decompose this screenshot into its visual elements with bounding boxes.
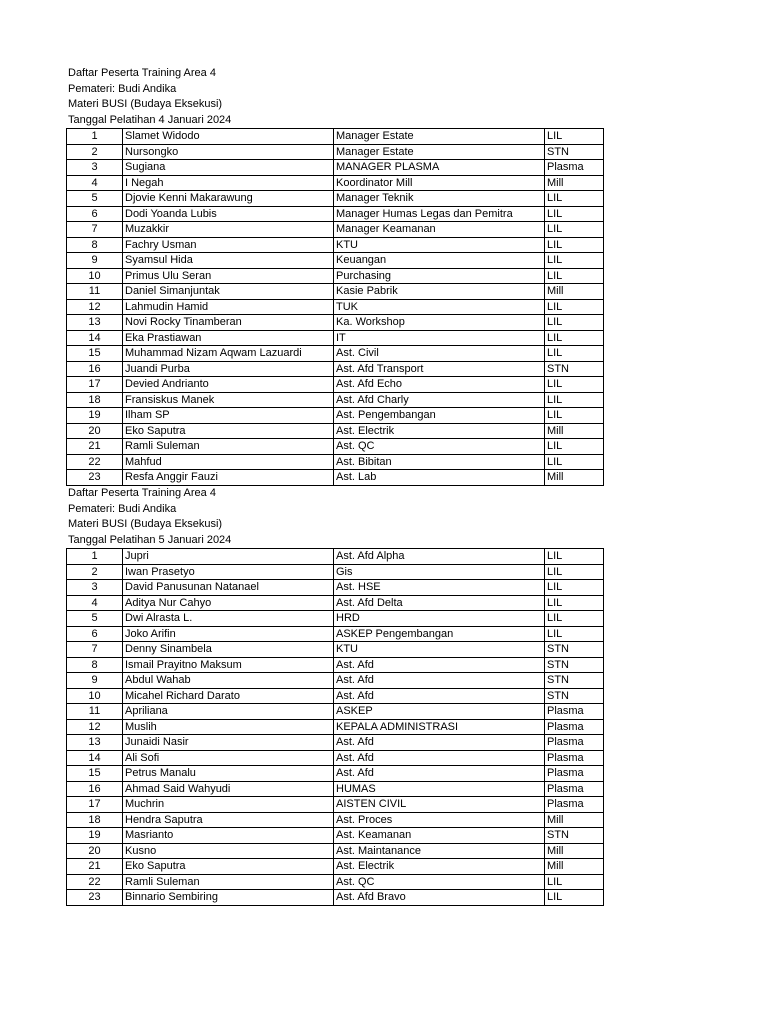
table-row bbox=[67, 315, 604, 331]
table-row bbox=[67, 595, 604, 611]
participant-name: Aditya Nur Cahyo bbox=[123, 595, 334, 611]
participant-unit: Plasma bbox=[545, 781, 604, 797]
table-row bbox=[67, 222, 604, 238]
row-number: 17 bbox=[67, 377, 123, 393]
table-row bbox=[67, 580, 604, 596]
participant-position: Ast. QC bbox=[334, 439, 545, 455]
row-number: 6 bbox=[67, 206, 123, 222]
table-row bbox=[67, 688, 604, 704]
participant-name: Joko Arifin bbox=[123, 626, 334, 642]
list-title: Daftar Peserta Training Area 4 bbox=[68, 67, 216, 79]
row-number: 4 bbox=[67, 595, 123, 611]
table-row bbox=[67, 781, 604, 797]
material-line: Materi BUSI (Budaya Eksekusi) bbox=[68, 98, 223, 110]
participant-name: Denny Sinambela bbox=[123, 642, 334, 658]
table-row bbox=[67, 191, 604, 207]
participant-name: Muslih bbox=[123, 719, 334, 735]
participant-position: Ast. Afd bbox=[334, 735, 545, 751]
row-number: 4 bbox=[67, 175, 123, 191]
participant-name: Eko Saputra bbox=[123, 859, 334, 875]
row-number: 7 bbox=[67, 222, 123, 238]
row-number: 17 bbox=[67, 797, 123, 813]
participant-name: Juandi Purba bbox=[123, 361, 334, 377]
row-number: 3 bbox=[67, 160, 123, 176]
table-row bbox=[67, 206, 604, 222]
table-row bbox=[67, 766, 604, 782]
table-row bbox=[67, 284, 604, 300]
participant-unit: LIL bbox=[545, 611, 604, 627]
row-number: 1 bbox=[67, 129, 123, 145]
table-row bbox=[67, 642, 604, 658]
participant-unit: Plasma bbox=[545, 766, 604, 782]
participant-name: Abdul Wahab bbox=[123, 673, 334, 689]
row-number: 8 bbox=[67, 237, 123, 253]
participant-name: Lahmudin Hamid bbox=[123, 299, 334, 315]
participant-name: Petrus Manalu bbox=[123, 766, 334, 782]
row-number: 12 bbox=[67, 719, 123, 735]
participant-name: Ali Sofi bbox=[123, 750, 334, 766]
participant-table bbox=[66, 128, 604, 486]
participant-table bbox=[66, 548, 604, 906]
table-row bbox=[67, 828, 604, 844]
participant-position: ASKEP Pengembangan bbox=[334, 626, 545, 642]
participant-unit: STN bbox=[545, 657, 604, 673]
table-row bbox=[67, 408, 604, 424]
participant-position: Ast. Afd Delta bbox=[334, 595, 545, 611]
table-row bbox=[67, 549, 604, 565]
participant-position: Ast. Afd Echo bbox=[334, 377, 545, 393]
table-row bbox=[67, 346, 604, 362]
participant-unit: STN bbox=[545, 361, 604, 377]
table-row bbox=[67, 859, 604, 875]
row-number: 14 bbox=[67, 750, 123, 766]
participant-unit: LIL bbox=[545, 299, 604, 315]
table-row bbox=[67, 673, 604, 689]
table-row bbox=[67, 704, 604, 720]
participant-position: Ast. Bibitan bbox=[334, 454, 545, 470]
table-row bbox=[67, 797, 604, 813]
row-number: 13 bbox=[67, 735, 123, 751]
table-row bbox=[67, 657, 604, 673]
row-number: 16 bbox=[67, 781, 123, 797]
participant-unit: Plasma bbox=[545, 719, 604, 735]
participant-name: I Negah bbox=[123, 175, 334, 191]
participant-unit: STN bbox=[545, 828, 604, 844]
table-row bbox=[67, 843, 604, 859]
participant-name: Muzakkir bbox=[123, 222, 334, 238]
participant-name: Binnario Sembiring bbox=[123, 890, 334, 906]
participant-unit: LIL bbox=[545, 191, 604, 207]
table-row bbox=[67, 470, 604, 486]
participant-name: Apriliana bbox=[123, 704, 334, 720]
row-number: 6 bbox=[67, 626, 123, 642]
participant-unit: Plasma bbox=[545, 160, 604, 176]
participant-name: Muchrin bbox=[123, 797, 334, 813]
participant-unit: LIL bbox=[545, 408, 604, 424]
participant-position: Manager Estate bbox=[334, 129, 545, 145]
participant-unit: LIL bbox=[545, 237, 604, 253]
row-number: 14 bbox=[67, 330, 123, 346]
participant-unit: Mill bbox=[545, 284, 604, 300]
participant-position: Ast. HSE bbox=[334, 580, 545, 596]
participant-unit: Mill bbox=[545, 175, 604, 191]
participant-position: KTU bbox=[334, 642, 545, 658]
table-row bbox=[67, 392, 604, 408]
participant-name: Fachry Usman bbox=[123, 237, 334, 253]
participant-position: Ast. Afd bbox=[334, 657, 545, 673]
table-row bbox=[67, 611, 604, 627]
table-row bbox=[67, 719, 604, 735]
participant-unit: LIL bbox=[545, 330, 604, 346]
participant-unit: STN bbox=[545, 673, 604, 689]
participant-position: Ast. Afd bbox=[334, 688, 545, 704]
participant-position: Ast. Lab bbox=[334, 470, 545, 486]
participant-unit: Plasma bbox=[545, 735, 604, 751]
participant-position: Ast. Proces bbox=[334, 812, 545, 828]
participant-name: Nursongko bbox=[123, 144, 334, 160]
table-row bbox=[67, 253, 604, 269]
participant-position: MANAGER PLASMA bbox=[334, 160, 545, 176]
participant-name: Muhammad Nizam Aqwam Lazuardi bbox=[123, 346, 334, 362]
participant-name: Eko Saputra bbox=[123, 423, 334, 439]
participant-position: Purchasing bbox=[334, 268, 545, 284]
participant-unit: LIL bbox=[545, 564, 604, 580]
participant-unit: Mill bbox=[545, 423, 604, 439]
participant-name: Fransiskus Manek bbox=[123, 392, 334, 408]
participant-unit: LIL bbox=[545, 890, 604, 906]
participant-unit: LIL bbox=[545, 206, 604, 222]
participant-position: Ast. Afd Charly bbox=[334, 392, 545, 408]
participant-name: Dwi Alrasta L. bbox=[123, 611, 334, 627]
row-number: 15 bbox=[67, 346, 123, 362]
participant-unit: Plasma bbox=[545, 704, 604, 720]
row-number: 5 bbox=[67, 191, 123, 207]
participant-unit: STN bbox=[545, 688, 604, 704]
participant-position: Ast. Afd Alpha bbox=[334, 549, 545, 565]
participant-name: Ramli Suleman bbox=[123, 439, 334, 455]
participant-name: Primus Ulu Seran bbox=[123, 268, 334, 284]
table-row bbox=[67, 160, 604, 176]
participant-unit: LIL bbox=[545, 268, 604, 284]
table-row bbox=[67, 377, 604, 393]
table-row bbox=[67, 564, 604, 580]
row-number: 5 bbox=[67, 611, 123, 627]
participant-unit: LIL bbox=[545, 549, 604, 565]
row-number: 23 bbox=[67, 890, 123, 906]
participant-position: Ast. Afd Bravo bbox=[334, 890, 545, 906]
participant-unit: Mill bbox=[545, 859, 604, 875]
table-row bbox=[67, 454, 604, 470]
participant-name: Junaidi Nasir bbox=[123, 735, 334, 751]
row-number: 21 bbox=[67, 439, 123, 455]
table-row bbox=[67, 129, 604, 145]
participant-name: Ahmad Said Wahyudi bbox=[123, 781, 334, 797]
participant-unit: LIL bbox=[545, 874, 604, 890]
participant-position: Ast. Electrik bbox=[334, 423, 545, 439]
participant-position: TUK bbox=[334, 299, 545, 315]
participant-name: Ramli Suleman bbox=[123, 874, 334, 890]
row-number: 10 bbox=[67, 268, 123, 284]
participant-unit: LIL bbox=[545, 626, 604, 642]
row-number: 10 bbox=[67, 688, 123, 704]
participant-position: Ast. Pengembangan bbox=[334, 408, 545, 424]
participant-position: ASKEP bbox=[334, 704, 545, 720]
table-row bbox=[67, 626, 604, 642]
row-number: 12 bbox=[67, 299, 123, 315]
participant-unit: LIL bbox=[545, 392, 604, 408]
row-number: 9 bbox=[67, 253, 123, 269]
row-number: 21 bbox=[67, 859, 123, 875]
participant-unit: LIL bbox=[545, 580, 604, 596]
participant-position: Manager Humas Legas dan Pemitra bbox=[334, 206, 545, 222]
participant-name: Novi Rocky Tinamberan bbox=[123, 315, 334, 331]
participant-name: Iwan Prasetyo bbox=[123, 564, 334, 580]
participant-position: Keuangan bbox=[334, 253, 545, 269]
training-list-section bbox=[66, 486, 603, 906]
row-number: 20 bbox=[67, 423, 123, 439]
participant-unit: Mill bbox=[545, 470, 604, 486]
row-number: 2 bbox=[67, 144, 123, 160]
table-row bbox=[67, 874, 604, 890]
table-row bbox=[67, 299, 604, 315]
participant-position: Ast. Keamanan bbox=[334, 828, 545, 844]
training-date-line: Tanggal Pelatihan 5 Januari 2024 bbox=[68, 533, 232, 546]
participant-position: Manager Keamanan bbox=[334, 222, 545, 238]
participant-name: Syamsul Hida bbox=[123, 253, 334, 269]
row-number: 15 bbox=[67, 766, 123, 782]
row-number: 13 bbox=[67, 315, 123, 331]
table-row bbox=[67, 268, 604, 284]
participant-unit: LIL bbox=[545, 595, 604, 611]
participant-position: Ast. Electrik bbox=[334, 859, 545, 875]
table-row bbox=[67, 439, 604, 455]
participant-position: Ka. Workshop bbox=[334, 315, 545, 331]
participant-position: AISTEN CIVIL bbox=[334, 797, 545, 813]
participant-name: Resfa Anggir Fauzi bbox=[123, 470, 334, 486]
row-number: 11 bbox=[67, 704, 123, 720]
row-number: 18 bbox=[67, 392, 123, 408]
participant-name: Dodi Yoanda Lubis bbox=[123, 206, 334, 222]
participant-position: Manager Teknik bbox=[334, 191, 545, 207]
row-number: 2 bbox=[67, 564, 123, 580]
participant-unit: Mill bbox=[545, 843, 604, 859]
participant-name: Hendra Saputra bbox=[123, 812, 334, 828]
participant-name: Ismail Prayitno Maksum bbox=[123, 657, 334, 673]
table-row bbox=[67, 750, 604, 766]
participant-position: IT bbox=[334, 330, 545, 346]
participant-name: Ilham SP bbox=[123, 408, 334, 424]
participant-position: Ast. Maintanance bbox=[334, 843, 545, 859]
material-line: Materi BUSI (Budaya Eksekusi) bbox=[68, 518, 223, 530]
row-number: 1 bbox=[67, 549, 123, 565]
row-number: 8 bbox=[67, 657, 123, 673]
participant-unit: LIL bbox=[545, 315, 604, 331]
table-row bbox=[67, 330, 604, 346]
participant-name: Kusno bbox=[123, 843, 334, 859]
participant-name: Daniel Simanjuntak bbox=[123, 284, 334, 300]
presenter-line: Pemateri: Budi Andika bbox=[68, 82, 177, 95]
participant-position: Ast. Civil bbox=[334, 346, 545, 362]
row-number: 7 bbox=[67, 642, 123, 658]
participant-name: Slamet Widodo bbox=[123, 129, 334, 145]
row-number: 19 bbox=[67, 828, 123, 844]
row-number: 22 bbox=[67, 454, 123, 470]
participant-unit: Mill bbox=[545, 812, 604, 828]
participant-name: Devied Andrianto bbox=[123, 377, 334, 393]
list-title: Daftar Peserta Training Area 4 bbox=[68, 487, 216, 499]
row-number: 19 bbox=[67, 408, 123, 424]
participant-unit: LIL bbox=[545, 439, 604, 455]
participant-name: Djovie Kenni Makarawung bbox=[123, 191, 334, 207]
participant-position: KTU bbox=[334, 237, 545, 253]
participant-unit: LIL bbox=[545, 454, 604, 470]
row-number: 3 bbox=[67, 580, 123, 596]
participant-name: David Panusunan Natanael bbox=[123, 580, 334, 596]
participant-position: KEPALA ADMINISTRASI bbox=[334, 719, 545, 735]
participant-name: Eka Prastiawan bbox=[123, 330, 334, 346]
participant-position: Ast. Afd bbox=[334, 673, 545, 689]
table-row bbox=[67, 890, 604, 906]
participant-position: Ast. Afd bbox=[334, 750, 545, 766]
participant-position: Kasie Pabrik bbox=[334, 284, 545, 300]
participant-name: Jupri bbox=[123, 549, 334, 565]
presenter-line: Pemateri: Budi Andika bbox=[68, 502, 177, 515]
participant-position: Ast. QC bbox=[334, 874, 545, 890]
row-number: 23 bbox=[67, 470, 123, 486]
participant-unit: LIL bbox=[545, 222, 604, 238]
table-row bbox=[67, 361, 604, 377]
participant-name: Mahfud bbox=[123, 454, 334, 470]
participant-unit: LIL bbox=[545, 346, 604, 362]
row-number: 18 bbox=[67, 812, 123, 828]
table-row bbox=[67, 735, 604, 751]
participant-name: Micahel Richard Darato bbox=[123, 688, 334, 704]
participant-unit: Plasma bbox=[545, 797, 604, 813]
table-row bbox=[67, 812, 604, 828]
training-list-section bbox=[66, 66, 603, 486]
participant-position: Gis bbox=[334, 564, 545, 580]
table-row bbox=[67, 175, 604, 191]
participant-unit: LIL bbox=[545, 253, 604, 269]
participant-unit: LIL bbox=[545, 129, 604, 145]
row-number: 22 bbox=[67, 874, 123, 890]
participant-unit: STN bbox=[545, 144, 604, 160]
participant-position: HRD bbox=[334, 611, 545, 627]
table-row bbox=[67, 423, 604, 439]
table-row bbox=[67, 237, 604, 253]
row-number: 20 bbox=[67, 843, 123, 859]
participant-position: Ast. Afd bbox=[334, 766, 545, 782]
participant-position: HUMAS bbox=[334, 781, 545, 797]
participant-unit: STN bbox=[545, 642, 604, 658]
participant-position: Koordinator Mill bbox=[334, 175, 545, 191]
row-number: 9 bbox=[67, 673, 123, 689]
participant-unit: LIL bbox=[545, 377, 604, 393]
row-number: 16 bbox=[67, 361, 123, 377]
participant-name: Sugiana bbox=[123, 160, 334, 176]
row-number: 11 bbox=[67, 284, 123, 300]
training-date-line: Tanggal Pelatihan 4 Januari 2024 bbox=[68, 113, 232, 126]
participant-name: Masrianto bbox=[123, 828, 334, 844]
participant-position: Ast. Afd Transport bbox=[334, 361, 545, 377]
participant-position: Manager Estate bbox=[334, 144, 545, 160]
participant-unit: Plasma bbox=[545, 750, 604, 766]
table-row bbox=[67, 144, 604, 160]
